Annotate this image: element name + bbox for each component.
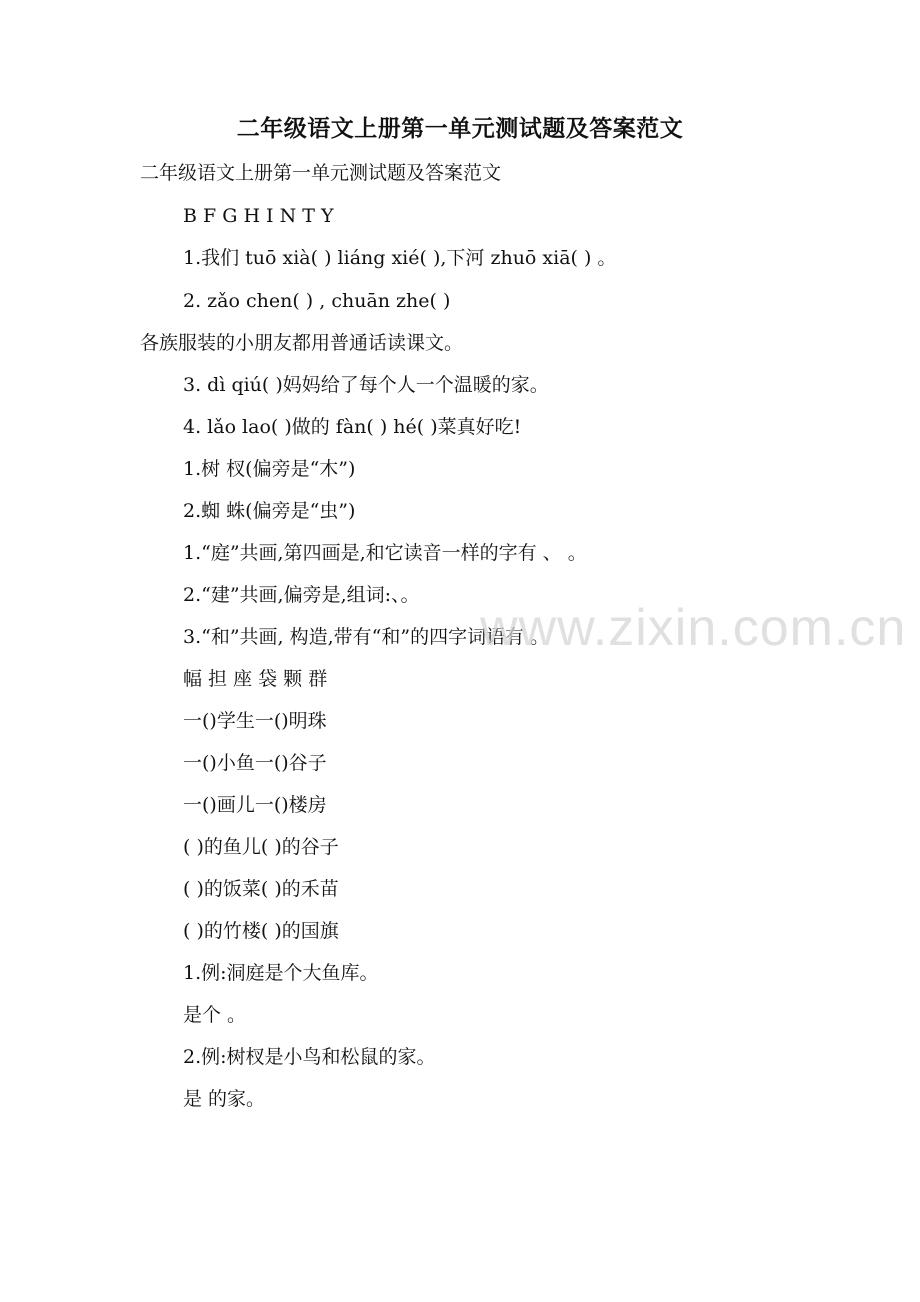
pinyin-question-3: 3. dì qiú( )妈妈给了每个人一个温暖的家。	[183, 374, 549, 396]
pinyin-question-4: 4. lǎo lao( )做的 fàn( ) hé( )菜真好吃!	[183, 416, 522, 438]
adjective-row-2: ( )的饭菜( )的禾苗	[183, 878, 339, 900]
adjective-row-3: ( )的竹楼( )的国旗	[183, 920, 339, 942]
radical-item-1: 1.树 杈(偏旁是“木”)	[183, 458, 356, 480]
radical-item-2: 2.蜘 蛛(偏旁是“虫”)	[183, 500, 356, 522]
stroke-question-2: 2.“建”共画,偏旁是,组词:、。	[183, 584, 420, 606]
measure-word-row-2: 一()小鱼一()谷子	[183, 752, 327, 774]
letters-line: B F G H I N T Y	[183, 205, 334, 227]
pinyin-question-2: 2. zǎo chen( ) , chuān zhe( )	[183, 290, 451, 312]
pinyin-question-1: 1.我们 tuō xià( ) liáng xié( ),下河 zhuō xiā( ) 。	[183, 247, 617, 269]
sentence-example-2: 2.例:树杈是小鸟和松鼠的家。	[183, 1046, 436, 1068]
document-title: 二年级语文上册第一单元测试题及答案范文	[236, 115, 684, 142]
stroke-question-1: 1.“庭”共画,第四画是,和它读音一样的字有 、 。	[183, 542, 587, 564]
pinyin-question-2-cont: 各族服装的小朋友都用普通话读课文。	[140, 332, 464, 354]
adjective-row-1: ( )的鱼儿( )的谷子	[183, 836, 339, 858]
measure-word-row-3: 一()画儿一()楼房	[183, 794, 327, 816]
sentence-blank-1: 是个 。	[183, 1004, 247, 1026]
watermark: www.zixin.com.cn	[480, 599, 907, 657]
measure-word-bank: 幅 担 座 袋 颗 群	[183, 668, 328, 690]
sentence-blank-2: 是 的家。	[183, 1088, 266, 1110]
subtitle-line: 二年级语文上册第一单元测试题及答案范文	[140, 162, 502, 184]
stroke-question-3: 3.“和”共画, 构造,带有“和”的四字词语有 。	[183, 626, 550, 648]
measure-word-row-1: 一()学生一()明珠	[183, 710, 327, 732]
sentence-example-1: 1.例:洞庭是个大鱼库。	[183, 962, 379, 984]
